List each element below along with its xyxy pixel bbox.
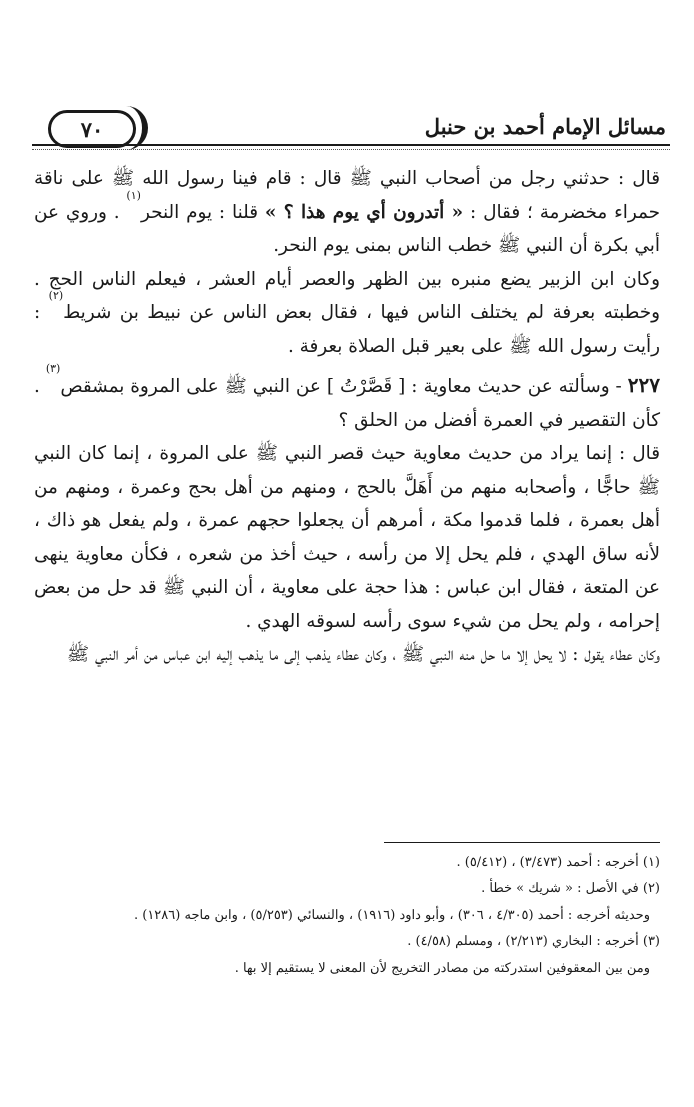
footnote-1: (١) أخرجه : أحمد (٣/٤٧٣) ، (٥/٤١٢) . [456,855,660,870]
footnote-rule [384,842,660,843]
page-header [32,100,670,160]
paragraph-1: قال : حدثني رجل من أصحاب النبي ﷺ قال : قام فينا رسول الله ﷺ على ناقة حمراء مخضرمة ؛ فقال : « أتدرون أي يوم هذا ؟ » قلنا : يوم النحر$^{(١)}$ . وروي عن أبي بكرة أن النبي ﷺ خطب الناس بمنى يوم النحر. [34,168,660,256]
paragraph-4: وكان عطاء يقول : لا يحل إلا ما حل منه النبي ﷺ ، وكان عطاء يذهب إلى ما يذهب إليه ابن عباس من أمر النبي ﷺ [66,644,660,665]
footnote-ref-3: (٣) [45,362,61,375]
running-title: مسائل الإمام أحمد بن حنبل [424,114,666,139]
footnote-ref-1: (١) [126,188,141,202]
question-number: ٢٢٧ [627,373,660,397]
footnote-3-continued: ومن بين المعقوفين استدركته من مصادر التخريج لأن المعنى لا يستقيم إلا بها . [234,960,650,976]
footnotes [34,850,660,982]
paragraph-2: وكان ابن الزبير يضع منبره بين الظهر والعصر أيام العشر ، فيعلم الناس الحج . وخطبته بعرفة لم يختلف الناس فيها ، فقال بعض الناس عن نبيط بن شريط$^{(٢)}$ : رأيت رسول الله ﷺ على بعير قبل الصلاة بعرفة . [34,268,660,357]
header-dotted-rule [32,149,670,150]
paragraph-3: قال : إنما يراد من حديث معاوية حيث قصر النبي ﷺ على المروة ، إنما كان النبي ﷺ حاجًّا ، وأصحابه منهم من أَهَلَّ بالحج ، ومنهم من أهل بحج وعمرة ، ومنهم من أهل بعمرة ، فلما قدموا مكة ، أمرهم أن يجعلوا حجهم عمرة ، ولم يفعل هو ذاك ، لأنه ساق الهدي ، فلم يحل إلا من رأسه ، حيث أخذ من شعره ، فكأن معاوية ينهى عن المتعة ، فقال ابن عباس : هذا حجة على معاوية ، أن النبي ﷺ قد حل من بعض إحرامه ، ولم يحل من شيء سوى رأسه لسوقه الهدي . [34,443,660,632]
footnote-2-continued: وحديثه أخرجه : أحمد (٤/٣٠٥ ، ٣٠٦) ، وأبو داود (١٩١٦) ، والنسائي (٥/٢٥٣) ، وابن ماجه (١٢٨٦) . [133,907,650,923]
question-227: ٢٢٧ - وسألته عن حديث معاوية : [ قَصَّرْتُ ] عن النبي ﷺ على المروة بمشقص$^{(٣)}$ . كأن التقصير في العمرة أفضل من الحلق ؟ [34,362,660,431]
footnote-ref-2: (٢) [48,289,64,302]
footnote-3: (٣) أخرجه : البخاري (٢/٢١٣) ، ومسلم (٤/٥٨) . [407,934,660,950]
footnote-2: (٢) في الأصل : « شريك » خطأ . [481,881,660,897]
quoted-question: « أتدرون أي يوم هذا ؟ » [264,201,464,223]
main-text [34,162,660,672]
header-rule [32,144,670,146]
page-number: ٧٠ [48,110,136,148]
